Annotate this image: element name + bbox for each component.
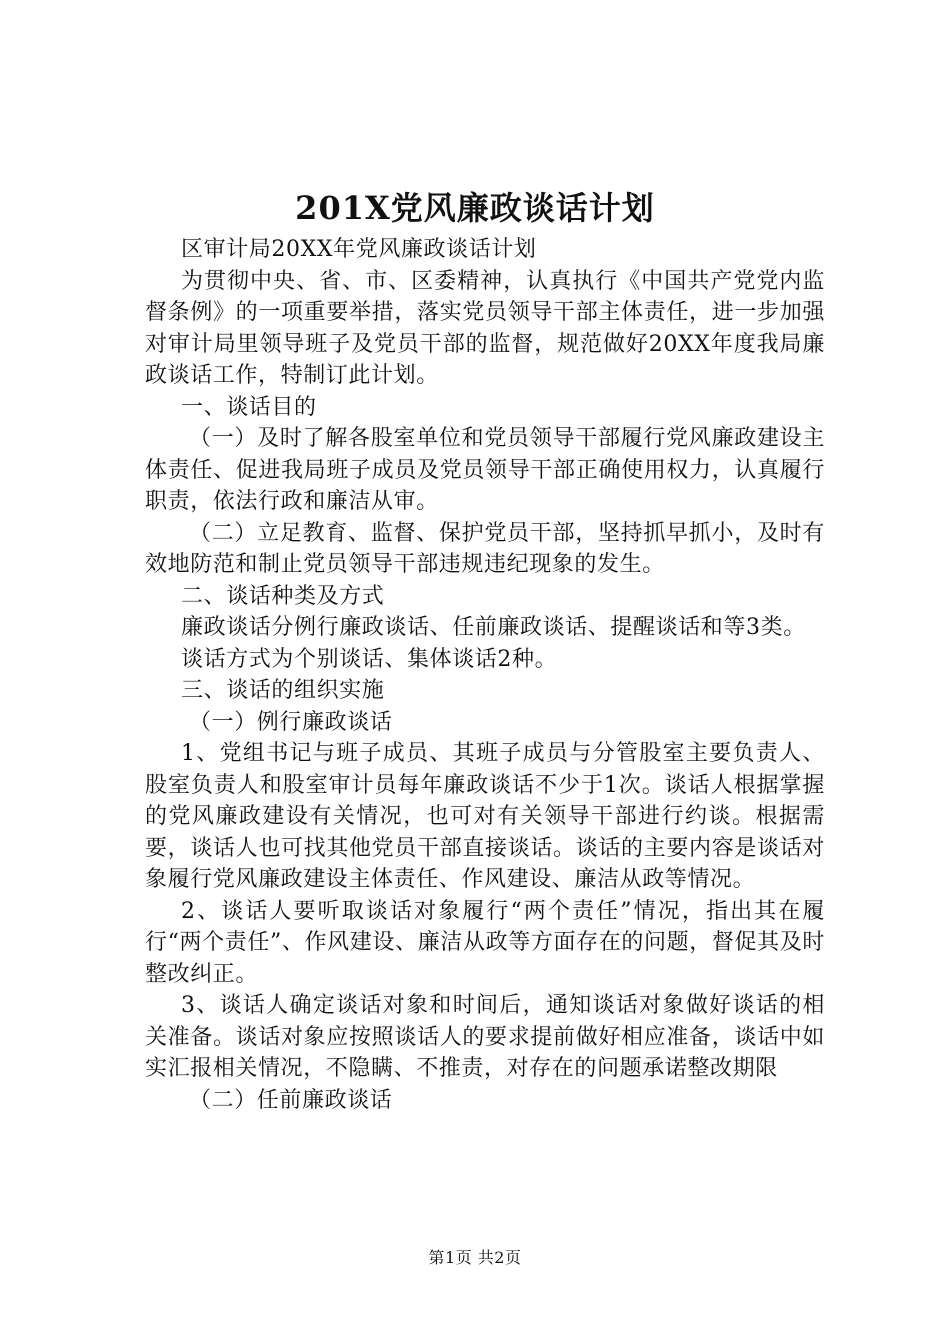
purpose-item-2: （二）立足教育、监督、保护党员干部，坚持抓早抓小，及时有效地防范和制止党员领导干部违规违纪现象的发生。 [145, 520, 825, 577]
subtitle-line: 区审计局20XX年党风廉政谈话计划 [181, 237, 537, 262]
routine-item-3: 3、谈话人确定谈话对象和时间后，通知谈话对象做好谈话的相关准备。谈话对象应按照谈话人的要求提前做好相应准备，谈话中如实汇报相关情况，不隐瞒、不推责，对存在的问题承诺整改期限 [145, 993, 825, 1081]
routine-item-2: 2、谈话人要听取谈话对象履行“两个责任”情况，指出其在履行“两个责任”、作风建设、廉洁从政等方面存在的问题，督促其及时整改纠正。 [145, 898, 825, 987]
types-paragraph: 廉政谈话分例行廉政谈话、任前廉政谈话、提醒谈话和等3类。 [181, 615, 806, 640]
subsection-heading-routine: （一）例行廉政谈话 [189, 709, 393, 735]
page-footer: 第1页 共2页 [428, 1248, 522, 1267]
section-heading-implementation: 三、谈话的组织实施 [181, 678, 385, 703]
document-body [145, 234, 825, 1116]
intro-paragraph: 为贯彻中央、省、市、区委精神，认真执行《中国共产党党内监督条例》的一项重要举措，落实党员领导干部主体责任，进一步加强对审计局里领导班子及党员干部的监督，规范做好20XX年度我局廉政谈话工作，特制订此计划。 [145, 268, 825, 388]
subsection-heading-preappointment: （二）任前廉政谈话 [189, 1087, 393, 1113]
section-heading-purpose: 一、谈话目的 [181, 394, 317, 420]
document-title: 201X党风廉政谈话计划 [295, 189, 655, 227]
routine-item-1: 1、党组书记与班子成员、其班子成员与分管股室主要负责人、股室负责人和股室审计员每年廉政谈话不少于1次。谈话人根据掌握的党风廉政建设有关情况，也可对有关领导干部进行约谈。根据需要，谈话人也可找其他党员干部直接谈话。谈话的主要内容是谈话对象履行党风廉政建设主体责任、作风建设、廉洁从政等情况。 [145, 741, 825, 892]
purpose-item-1: （一）及时了解各股室单位和党员领导干部履行党风廉政建设主体责任、促进我局班子成员及党员领导干部正确使用权力，认真履行职责，依法行政和廉洁从审。 [145, 426, 825, 514]
methods-paragraph: 谈话方式为个别谈话、集体谈话2种。 [181, 646, 558, 672]
section-heading-types: 二、谈话种类及方式 [181, 583, 385, 609]
